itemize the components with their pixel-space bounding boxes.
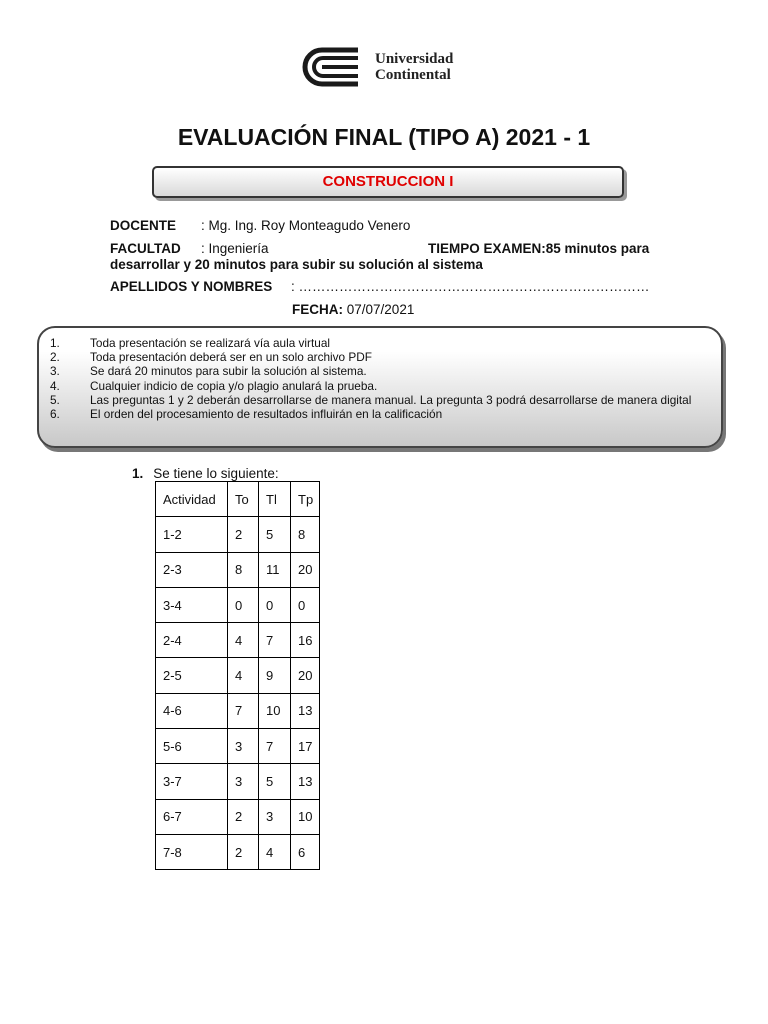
table-row [156, 834, 320, 869]
table-row [156, 623, 320, 658]
facultad-value: : Ingeniería [201, 241, 269, 256]
table-cell: 3-4 [156, 587, 228, 622]
fecha-row [292, 302, 414, 317]
table-cell: 20 [291, 658, 320, 693]
instruction-item: 2. Toda presentación deberá ser en un solo archivo PDF [50, 350, 372, 365]
table-row [156, 587, 320, 622]
university-logo [300, 46, 475, 90]
table-cell: 17 [291, 729, 320, 764]
table-cell: 2 [228, 834, 259, 869]
table-cell: 5-6 [156, 729, 228, 764]
apellidos-label: APELLIDOS Y NOMBRES [110, 279, 273, 294]
table-cell: 2-4 [156, 623, 228, 658]
table-cell: 2 [228, 799, 259, 834]
table-cell: 2 [228, 517, 259, 552]
table-row [156, 799, 320, 834]
instruction-item: 6. El orden del procesamiento de resultados influirán en la calificación [50, 407, 443, 422]
question-1 [132, 466, 279, 481]
table-cell: 0 [228, 587, 259, 622]
instruction-item: 5. Las preguntas 1 y 2 deberán desarrollarse de manera manual. La pregunta 3 podrá desarrollarse de manera digital [50, 392, 692, 407]
course-banner [152, 166, 624, 198]
table-cell: 8 [228, 552, 259, 587]
table-cell: 8 [291, 517, 320, 552]
table-cell: 6-7 [156, 799, 228, 834]
docente-label: DOCENTE [110, 218, 177, 233]
table-row [156, 764, 320, 799]
facultad-row [110, 241, 670, 256]
docente-value: : Mg. Ing. Roy Monteagudo Venero [201, 218, 411, 233]
instruction-item: 1. Toda presentación se realizará vía aula virtual [50, 336, 331, 350]
column-header: To [228, 482, 259, 517]
table-cell: 5 [259, 517, 291, 552]
instruction-item: 4. Cualquier indicio de copia y/o plagio anulará la prueba. [50, 378, 378, 393]
table-cell: 7 [259, 729, 291, 764]
table-cell: 3 [228, 764, 259, 799]
instructions-box [37, 326, 723, 448]
tiempo-examen-line2: desarrollar y 20 minutos para subir su solución al sistema [110, 257, 483, 272]
instructions-list [50, 336, 707, 421]
table-cell: 10 [259, 693, 291, 728]
table-cell: 7-8 [156, 834, 228, 869]
column-header: Actividad [156, 482, 228, 517]
table-cell: 13 [291, 764, 320, 799]
table-row [156, 658, 320, 693]
question-text: Se tiene lo siguiente: [153, 466, 279, 481]
instruction-item: 3. Se dará 20 minutos para subir la solución al sistema. [50, 364, 367, 379]
facultad-label: FACULTAD [110, 241, 181, 256]
apellidos-value: : …………………………………………………………………… [291, 279, 650, 294]
table-cell: 0 [259, 587, 291, 622]
question-number: 1. [132, 466, 144, 481]
table-cell: 3-7 [156, 764, 228, 799]
apellidos-row [110, 279, 650, 294]
table-cell: 10 [291, 799, 320, 834]
table-row [156, 693, 320, 728]
continental-logo-icon [300, 46, 366, 88]
table-cell: 0 [291, 587, 320, 622]
table-cell: 20 [291, 552, 320, 587]
activity-table [155, 481, 320, 870]
table-cell: 16 [291, 623, 320, 658]
table-row [156, 517, 320, 552]
table-cell: 3 [228, 729, 259, 764]
table-cell: 2-3 [156, 552, 228, 587]
tiempo-examen-line1: TIEMPO EXAMEN:85 minutos para [428, 241, 650, 256]
table-cell: 4 [259, 834, 291, 869]
table-cell: 3 [259, 799, 291, 834]
fecha-label: FECHA: [292, 302, 343, 317]
fecha-value: 07/07/2021 [346, 302, 415, 317]
table-cell: 4 [228, 658, 259, 693]
column-header: Tp [291, 482, 320, 517]
table-cell: 2-5 [156, 658, 228, 693]
table-cell: 4 [228, 623, 259, 658]
table-cell: 7 [228, 693, 259, 728]
table-cell: 11 [259, 552, 291, 587]
table-cell: 6 [291, 834, 320, 869]
table-row [156, 729, 320, 764]
docente-row [110, 218, 411, 233]
table-cell: 4-6 [156, 693, 228, 728]
table-cell: 13 [291, 693, 320, 728]
table-cell: 5 [259, 764, 291, 799]
column-header: Tl [259, 482, 291, 517]
logo-text-line1: Universidad [375, 51, 454, 67]
table-cell: 7 [259, 623, 291, 658]
table-cell: 1-2 [156, 517, 228, 552]
table-row [156, 552, 320, 587]
table-cell: 9 [259, 658, 291, 693]
logo-text-line2: Continental [375, 67, 451, 83]
table-header-row [156, 482, 320, 517]
exam-title: EVALUACIÓN FINAL (TIPO A) 2021 - 1 [177, 124, 591, 150]
course-name: CONSTRUCCION I [322, 173, 454, 190]
